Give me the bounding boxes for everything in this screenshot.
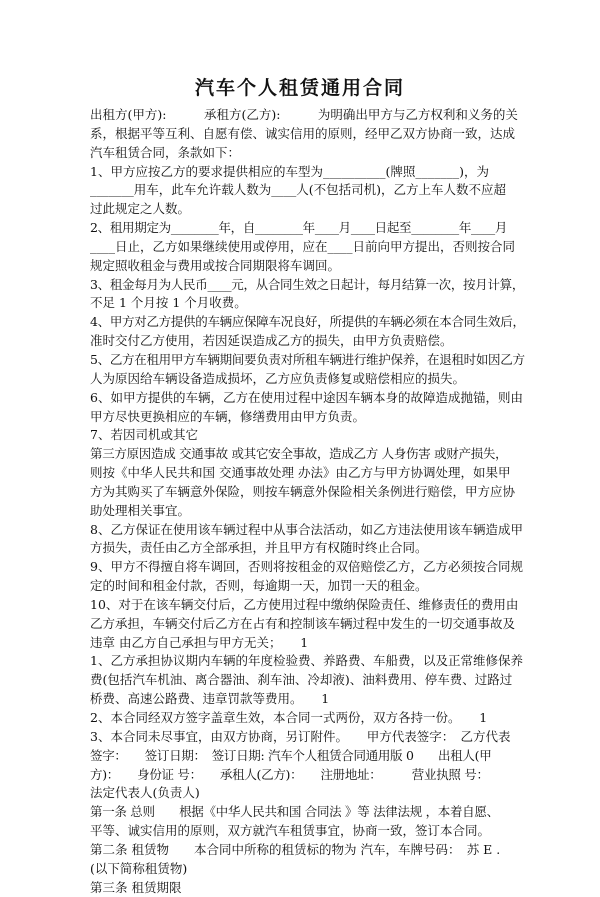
text-line: 桥费、高速公路费、违章罚款等费用。 1	[90, 691, 330, 707]
text-line: _______用车，此车允许载人数为____人(不包括司机)，乙方上车人数不应超	[90, 182, 507, 198]
text-line: 法定代表人(负责人)	[90, 785, 200, 801]
text-line: 过此规定之人数。	[90, 201, 191, 217]
text-line: 2、租用期定为________年，自________年____月____日起至________年____月	[90, 220, 508, 236]
text-line: 3、租金每月为人民币____元，从合同生效之日起计，每月结算一次，按月计算，	[90, 276, 525, 292]
text-line: 方)： 身份证 号： 承租人(乙方)： 注册地址： 营业执照 号：	[90, 766, 489, 782]
text-line: 违章 由乙方自己承担与甲方无关； 1	[90, 634, 309, 650]
text-line: 则按《中华人民共和国 交通事故处理 办法》由乙方与甲方协调处理，如果甲	[90, 465, 511, 481]
text-line: 第二条 租赁物 本合同中所称的租赁标的物为 汽车，车牌号码： 苏 E .	[90, 841, 501, 857]
text-line: 10、对于在该车辆交付后，乙方使用过程中缴纳保险责任、维修责任的费用由	[90, 596, 519, 612]
text-line: 系，根据平等互利、自愿有偿、诚实信用的原则，经甲乙双方协商一致，达成	[90, 125, 516, 141]
text-line: (以下简称租赁物)	[90, 860, 188, 876]
document-title: 汽车个人租赁通用合同	[194, 77, 405, 99]
text-line: 不足 1 个月按 1 个月收费。	[90, 295, 247, 311]
text-line: 规定照收租金与费用或按合同期限将车调回。	[90, 257, 341, 273]
text-line: 汽车租赁合同，条款如下：	[90, 144, 241, 160]
text-line: 方损失，责任由乙方全部承担，并且甲方有权随时终止合同。	[90, 540, 428, 556]
text-line: 方为其购买了车辆意外保险，则按车辆意外保险相关条例进行赔偿，甲方应协	[90, 483, 516, 499]
text-line: 出租方(甲方): 承租方(乙方): 为明确出甲方与乙方权利和义务的关	[90, 107, 518, 122]
text-line: 第一条 总则 根据《中华人民共和国 合同法 》等 法律法规 ，本着自愿、	[90, 804, 499, 820]
text-line: 第三条 租赁期限	[90, 879, 182, 895]
text-line: 第三方原因造成 交通事故 或其它安全事故，造成乙方 人身伤害 或财产损失，	[90, 446, 508, 462]
text-line: 4、甲方对乙方提供的车辆应保障车况良好，所提供的车辆必须在本合同生效后，	[90, 314, 525, 330]
text-line: 8、乙方保证在使用该车辆过程中从事合法活动，如乙方违法使用该车辆造成甲	[90, 521, 523, 537]
text-line: 定的时间和租金付款，否则，每逾期一天，加罚一天的租金。	[90, 578, 428, 594]
text-line: 准时交付乙方使用，若因延误造成乙方的损失，由甲方负责赔偿。	[90, 333, 453, 349]
text-line: ____日止，乙方如果继续使用或停用，应在____日前向甲方提出，否则按合同	[90, 238, 516, 254]
text-line: 人为原因给车辆设备造成损坏，乙方应负责修复或赔偿相应的损失。	[90, 370, 466, 386]
text-line: 费(包括汽车机油、离合器油、刹车油、冷却液)、油料费用、停车费、过路过	[90, 672, 513, 688]
text-line: 签字： 签订日期： 签订日期: 汽车个人租赁合同通用版 0 出租人(甲	[90, 747, 492, 763]
text-line: 助处理相关事宜。	[90, 502, 191, 518]
text-line: 9、甲方不得擅自将车调回，否则将按租金的双倍赔偿乙方，乙方必须按合同规	[90, 559, 523, 575]
text-line: 平等、诚实信用的原则，双方就汽车租赁事宜，协商一致，签订本合同。	[90, 823, 491, 839]
text-line: 1、乙方承担协议期内车辆的年度检验费、养路费、车船费，以及正常维修保养	[90, 653, 523, 669]
document-body	[90, 106, 530, 897]
text-line: 1、甲方应按乙方的要求提供相应的车型为__________(牌照_______)，为	[90, 163, 489, 179]
text-line: 5、乙方在租用甲方车辆期间要负责对所租车辆进行维护保养，在退租时如因乙方	[90, 351, 525, 367]
text-line: 7、若因司机或其它	[90, 427, 198, 443]
text-line: 6、如甲方提供的车辆，乙方在使用过程中途因车辆本身的故障造成抛锚，则由	[90, 389, 523, 405]
text-line: 2、本合同经双方签字盖章生效，本合同一式两份，双方各持一份。 1	[90, 710, 488, 725]
text-line: 甲方尽快更换相应的车辆，修缮费用由甲方负责。	[90, 408, 366, 424]
text-line: 3、本合同未尽事宜，由双方协商，另订附件。 甲方代表签字： 乙方代表	[90, 728, 511, 744]
text-line: 乙方承担，车辆交付后乙方在占有和控制该车辆过程中发生的一切交通事故及	[90, 615, 516, 631]
